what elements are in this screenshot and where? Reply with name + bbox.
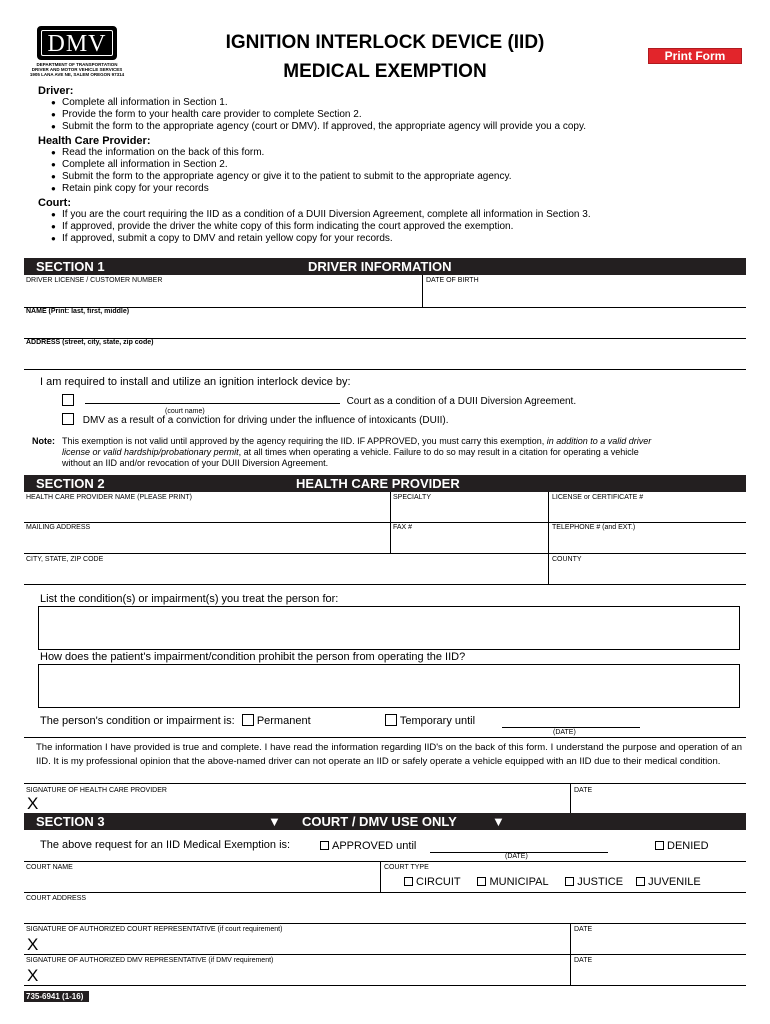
signature-x: X — [27, 935, 39, 954]
court-type-label: COURT TYPE — [384, 864, 429, 871]
provider-heading: Health Care Provider: — [38, 135, 151, 147]
list-item: ● Retain pink copy for your records — [50, 183, 758, 195]
logo-subline: 1905 LANA AVE NE, SALEM OREGON 97314 — [29, 72, 125, 77]
court-rep-signature-label: SIGNATURE OF AUTHORIZED COURT REPRESENTATIVE (if court requirement) — [26, 926, 283, 933]
approved-checkbox[interactable] — [320, 841, 329, 850]
dob-field[interactable] — [423, 276, 746, 307]
dob-label: DATE OF BIRTH — [426, 277, 479, 284]
court-option-row — [62, 394, 662, 408]
note-italic: in addition to a valid driver — [546, 436, 652, 446]
court-type-options — [404, 876, 744, 889]
approved-label: APPROVED until — [332, 840, 417, 852]
juvenile-checkbox[interactable] — [636, 877, 645, 886]
title-line-1: IGNITION INTERLOCK DEVICE (IID) — [225, 32, 545, 53]
list-item: ● Submit the form to the appropriate agency (court or DMV). If approved, the appropriate agency will provide you a copy. — [50, 121, 758, 133]
note-label: Note: — [32, 436, 55, 446]
date-label: DATE — [574, 926, 593, 933]
court-type-municipal: MUNICIPAL — [489, 876, 549, 888]
provider-name-field[interactable] — [24, 493, 389, 522]
request-statement: The above request for an IID Medical Exemption is: — [40, 839, 291, 851]
certification-statement: The information I have provided is true and complete. I have read the information regarding IID's on the back of this form. I understand the purpose and operation of an IID. It is my professional opinion that the above-named driver can not operate an IID or safely operate a vehicle equipped with an IID due to their medical condition. — [36, 742, 742, 767]
dmv-option-checkbox[interactable] — [62, 413, 74, 425]
city-state-zip-field[interactable] — [24, 554, 547, 584]
list-item: ● Complete all information in Section 2. — [50, 159, 758, 171]
section-2-header — [24, 475, 746, 492]
prohibit-textarea[interactable] — [38, 664, 740, 708]
logo-text: DMV — [41, 30, 113, 56]
driver-heading: Driver: — [38, 85, 74, 97]
court-option-checkbox[interactable] — [62, 394, 74, 406]
license-field[interactable] — [549, 493, 746, 522]
dmv-option-row — [62, 413, 662, 427]
approved-row — [320, 840, 416, 853]
court-type-juvenile: JUVENILE — [648, 876, 701, 888]
temporary-checkbox[interactable] — [385, 714, 397, 726]
down-arrow-icon: ▼ — [268, 814, 281, 829]
name-field[interactable] — [24, 308, 746, 338]
prohibit-question: How does the patient's impairment/condition prohibit the person from operating the IID? — [40, 651, 466, 663]
section-label: SECTION 3 — [36, 814, 105, 829]
city-state-zip-label: CITY, STATE, ZIP CODE — [26, 556, 104, 563]
page-title — [150, 28, 620, 86]
list-item: ● Complete all information in Section 1. — [50, 97, 758, 109]
date-caption: (DATE) — [553, 729, 576, 736]
list-item: ● If approved, submit a copy to DMV and retain yellow copy for your records. — [50, 233, 758, 245]
denied-checkbox[interactable] — [655, 841, 664, 850]
driver-license-label: DRIVER LICENSE / CUSTOMER NUMBER — [26, 277, 163, 284]
print-form-button[interactable]: Print Form — [648, 48, 742, 64]
denied-row — [655, 840, 709, 853]
logo-subline: DEPARTMENT OF TRANSPORTATION — [36, 62, 118, 67]
temporary-row — [385, 714, 475, 728]
denied-label: DENIED — [667, 840, 709, 852]
court-name-input[interactable] — [85, 394, 340, 404]
note-text: without an IID and/or revocation of your DUII Diversion Agreement. — [62, 458, 329, 468]
court-rep-signature-field[interactable] — [24, 924, 569, 954]
logo-subline: DRIVER AND MOTOR VEHICLE SERVICES — [31, 67, 123, 72]
provider-signature-label: SIGNATURE OF HEALTH CARE PROVIDER — [26, 787, 167, 794]
note-italic: license or valid hardship/probationary permit — [62, 447, 239, 457]
section-label: SECTION 2 — [36, 476, 105, 491]
driver-license-field[interactable] — [24, 276, 422, 307]
mailing-address-label: MAILING ADDRESS — [26, 524, 91, 531]
provider-date-field[interactable] — [571, 784, 746, 814]
section-3-header — [24, 813, 746, 830]
municipal-checkbox[interactable] — [477, 877, 486, 886]
specialty-field[interactable] — [391, 493, 548, 522]
approved-date-input[interactable] — [430, 842, 608, 853]
form-number: 735-6941 (1-16) — [24, 991, 89, 1002]
court-address-field[interactable] — [24, 893, 746, 923]
fax-field[interactable] — [391, 523, 548, 553]
court-name-field[interactable] — [24, 862, 379, 892]
section-1-header — [24, 258, 746, 275]
signature-x: X — [27, 966, 39, 985]
list-item: ● If approved, provide the driver the white copy of this form indicating the court approved the exemption. — [50, 221, 758, 233]
date-caption: (DATE) — [505, 853, 528, 860]
note-block — [32, 436, 746, 469]
telephone-label: TELEPHONE # (and EXT.) — [552, 524, 636, 531]
down-arrow-icon: ▼ — [492, 814, 505, 829]
signature-x: X — [27, 794, 39, 813]
court-name-caption: (court name) — [165, 408, 205, 415]
dmv-logo — [27, 26, 127, 82]
dmv-rep-date-field[interactable] — [571, 955, 746, 985]
county-label: COUNTY — [552, 556, 582, 563]
circuit-checkbox[interactable] — [404, 877, 413, 886]
conditions-textarea[interactable] — [38, 606, 740, 650]
license-label: LICENSE or CERTIFICATE # — [552, 494, 644, 501]
mailing-address-field[interactable] — [24, 523, 389, 553]
provider-name-label: HEALTH CARE PROVIDER NAME (PLEASE PRINT) — [26, 494, 192, 501]
note-text: This exemption is not valid until approved by the agency requiring the IID. IF APPROVED, you must carry this exemption, — [62, 436, 547, 446]
court-name-label: COURT NAME — [26, 864, 73, 871]
court-heading: Court: — [38, 197, 71, 209]
condition-type-label: The person's condition or impairment is: — [40, 715, 235, 727]
court-rep-date-field[interactable] — [571, 924, 746, 954]
provider-signature-field[interactable] — [24, 784, 569, 814]
court-type-circuit: CIRCUIT — [416, 876, 461, 888]
dmv-rep-signature-field[interactable] — [24, 955, 569, 985]
conditions-question: List the condition(s) or impairment(s) you treat the person for: — [40, 593, 339, 605]
name-label: NAME (Print: last, first, middle) — [26, 308, 130, 315]
dmv-option-label: DMV as a result of a conviction for driving under the influence of intoxicants (DUII). — [82, 415, 449, 426]
dmv-rep-signature-label: SIGNATURE OF AUTHORIZED DMV REPRESENTATIVE (if DMV requirement) — [26, 957, 274, 964]
court-address-label: COURT ADDRESS — [26, 895, 87, 902]
court-type-justice: JUSTICE — [577, 876, 624, 888]
list-item: ● If you are the court requiring the IID as a condition of a DUII Diversion Agreement, complete all information in Section 3. — [50, 209, 758, 221]
temporary-label: Temporary until — [399, 715, 476, 727]
section-title: DRIVER INFORMATION — [308, 259, 452, 274]
justice-checkbox[interactable] — [565, 877, 574, 886]
section-title: COURT / DMV USE ONLY — [302, 814, 457, 829]
address-label: ADDRESS (street, city, state, zip code) — [26, 339, 154, 346]
list-item: ● Read the information on the back of this form. — [50, 147, 758, 159]
section-label: SECTION 1 — [36, 259, 105, 274]
section-title: HEALTH CARE PROVIDER — [296, 476, 460, 491]
requirement-statement: I am required to install and utilize an ignition interlock device by: — [40, 376, 351, 388]
fax-label: FAX # — [393, 524, 413, 531]
court-option-label: Court as a condition of a DUII Diversion Agreement. — [346, 396, 577, 407]
list-item: ● Provide the form to your health care provider to complete Section 2. — [50, 109, 758, 121]
date-label: DATE — [574, 787, 593, 794]
temporary-date-input[interactable] — [502, 717, 640, 728]
permanent-checkbox[interactable] — [242, 714, 254, 726]
title-line-2: MEDICAL EXEMPTION — [283, 61, 487, 82]
permanent-label: Permanent — [256, 715, 311, 727]
county-field[interactable] — [549, 554, 746, 584]
note-text: , at all times when operating a vehicle. Failure to do so may result in a citation for operating a vehicle — [238, 447, 639, 457]
telephone-field[interactable] — [549, 523, 746, 553]
specialty-label: SPECIALTY — [393, 494, 431, 501]
instructions — [38, 85, 758, 245]
list-item: ● Submit the form to the appropriate agency or give it to the patient to submit to the appropriate agency. — [50, 171, 758, 183]
address-field[interactable] — [24, 339, 746, 369]
date-label: DATE — [574, 957, 593, 964]
